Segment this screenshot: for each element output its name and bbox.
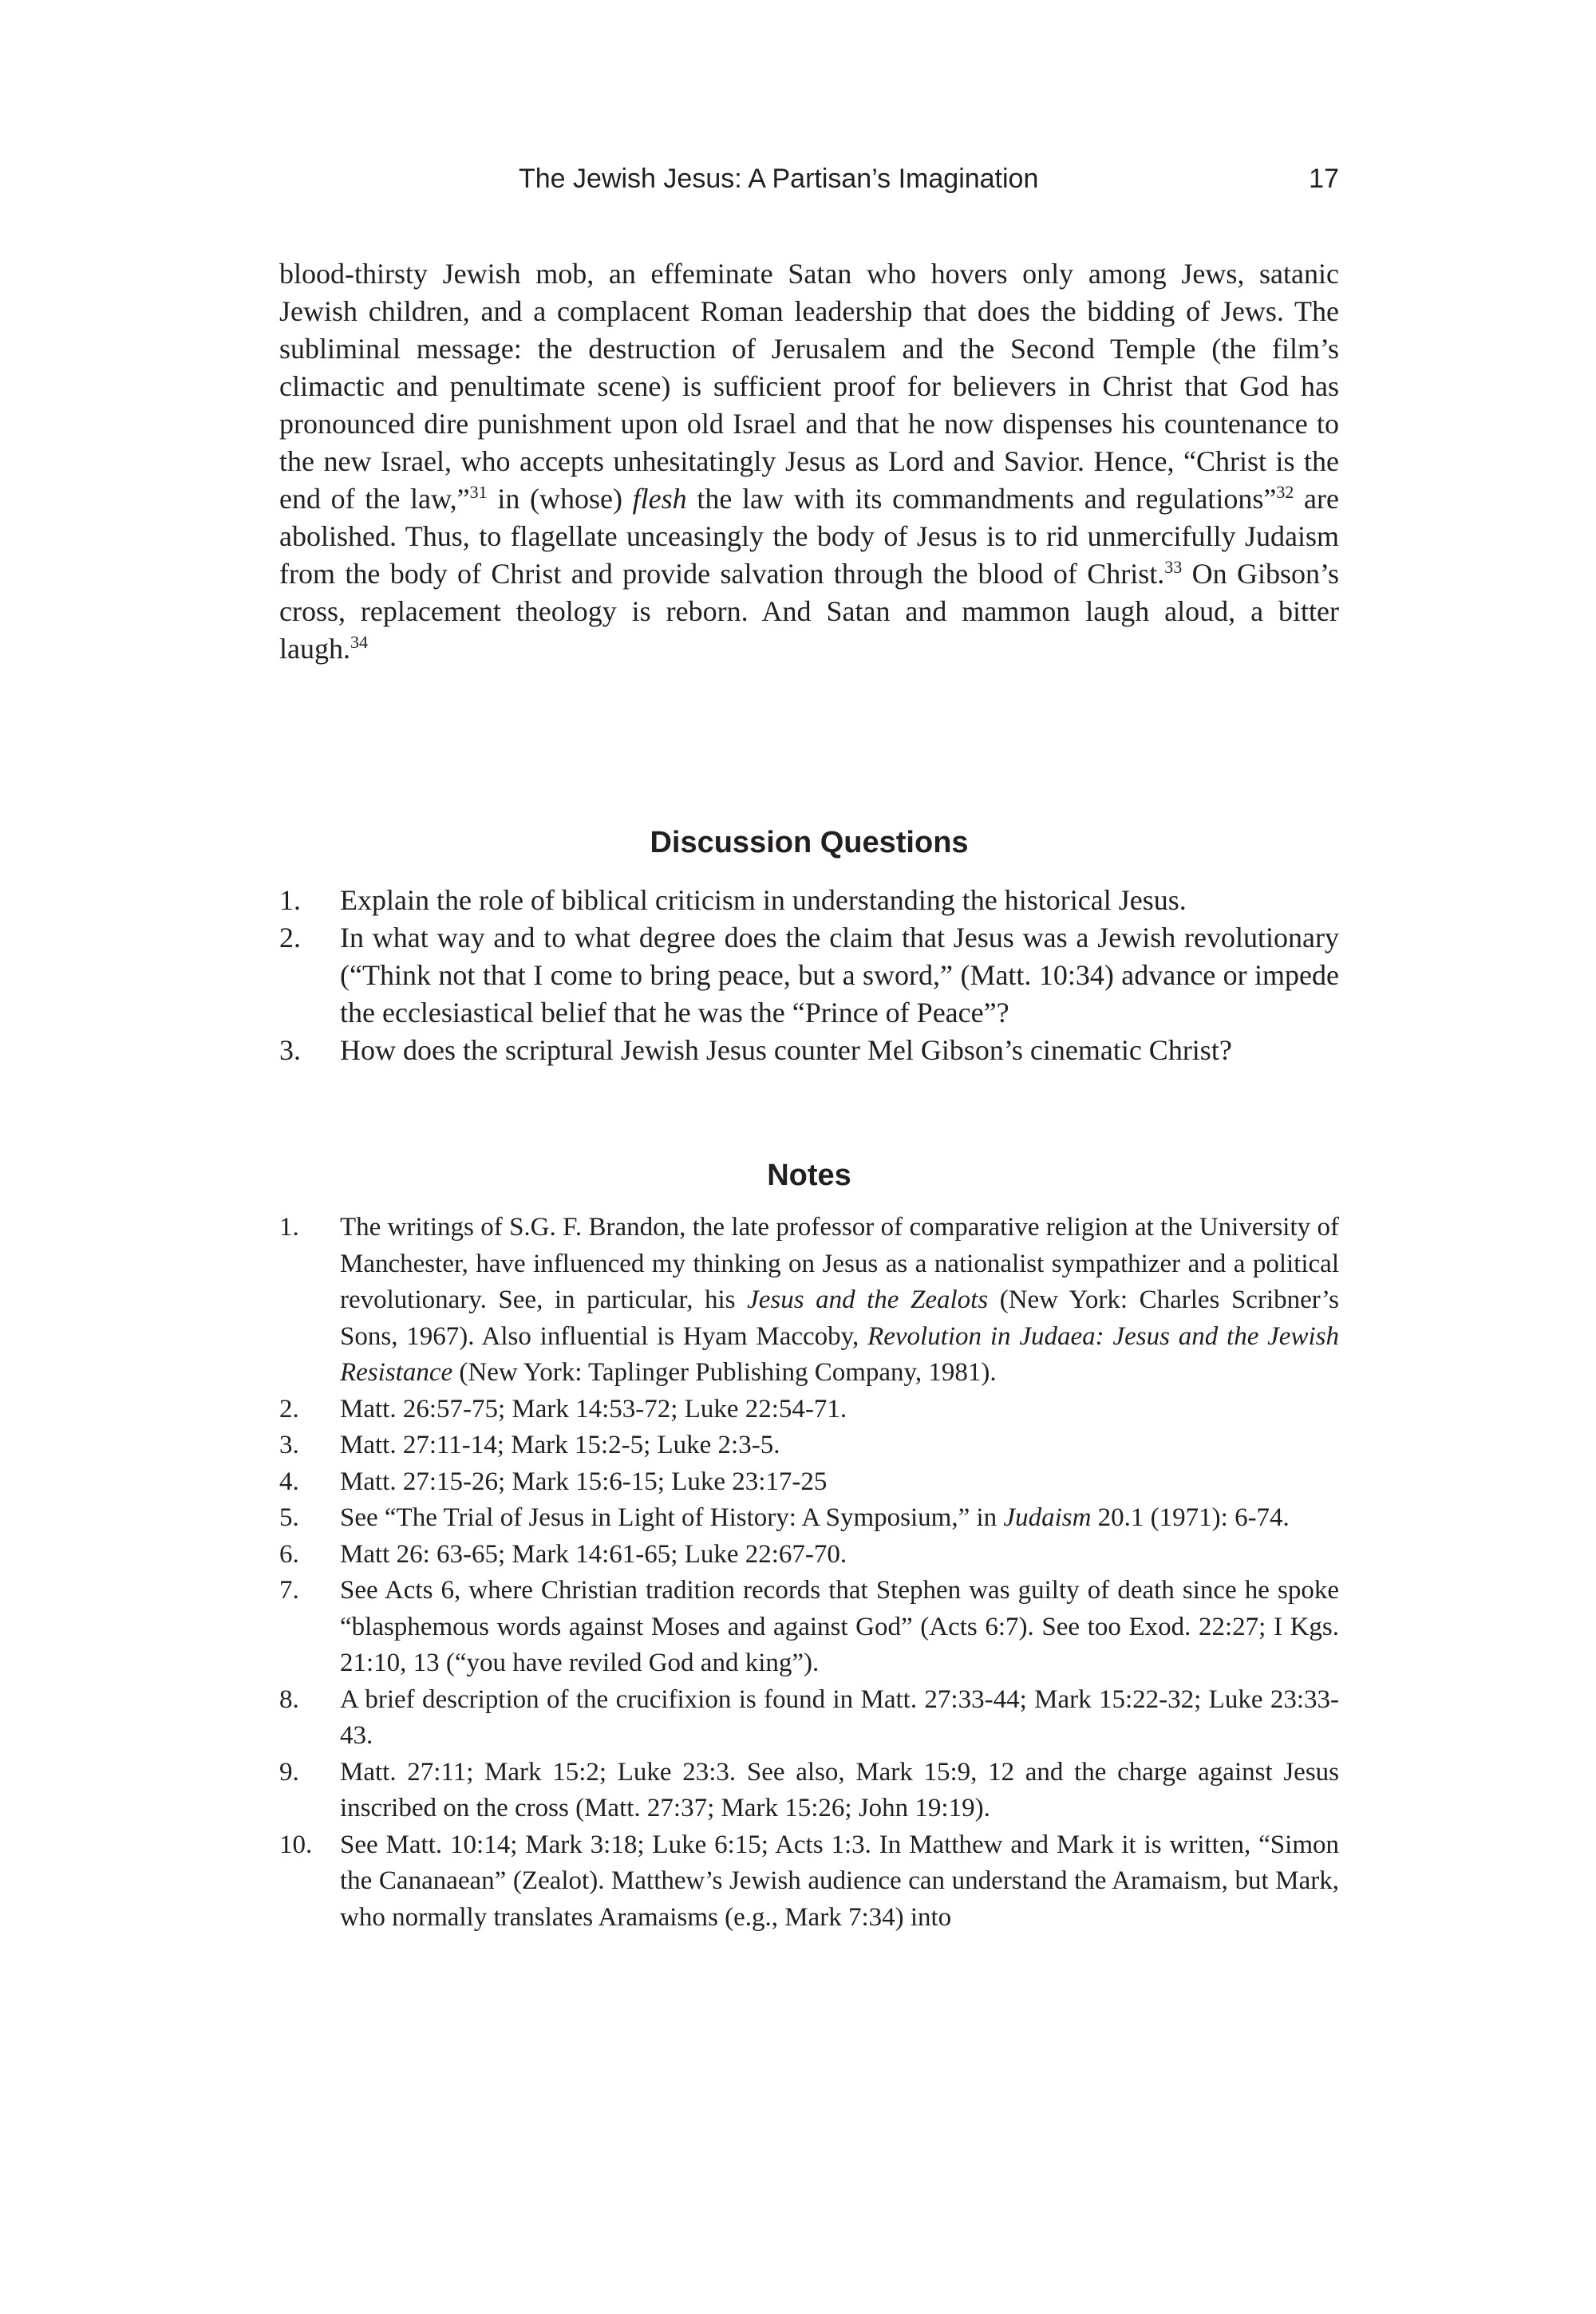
italic-text: Revolution in Judaea: Jesus and the Jewish Resistance [340,1321,1339,1387]
text-run: the law with its commandments and regulations” [686,483,1277,515]
italic-text: flesh [632,483,687,515]
italic-text: Jesus and the Zealots [747,1285,989,1314]
item-number: 1. [279,1213,299,1242]
note-item [279,1210,1339,1392]
text-run: (New York: Taplinger Publishing Company, 1981). [452,1358,997,1387]
page-number: 17 [1309,164,1339,194]
text-run: Matt. 27:15-26; Mark 15:6-15; Luke 23:17-25 [340,1467,828,1496]
notes-list [279,1210,1339,1936]
item-number: 1. [279,884,301,916]
text-run: blood-thirsty Jewish mob, an effeminate Satan who hovers only among Jews, satanic Jewish children, and a complacent Roman leadership that does the bidding of Jews. The subliminal message: the destruction of Jerusalem and the Second Temple (the film’s climactic and penultimate scene) is sufficient proof for believers in Christ that God has pronounced dire punishment upon old Israel and that he now dispenses his countenance to the new Israel, who accepts unhesitatingly Jesus as Lord and Savior. Hence, “Christ is the end of the law,” [279,258,1339,515]
question-item [279,882,1339,919]
item-number: 3. [279,1431,299,1459]
text-run: Matt. 27:11-14; Mark 15:2-5; Luke 2:3-5. [340,1431,780,1459]
text-run: In what way and to what degree does the claim that Jesus was a Jewish revolutionary (“Think not that I come to bring peace, but a sword,” (Matt. 10:34) advance or impede the ecclesiastical belief that he was the “Prince of Peace”? [340,922,1339,1029]
discussion-questions-heading: Discussion Questions [650,826,969,859]
text-run: Matt. 26:57-75; Mark 14:53-72; Luke 22:54-71. [340,1394,847,1424]
note-item [279,1573,1339,1682]
item-number: 10. [279,1830,313,1859]
item-number: 9. [279,1757,299,1787]
text-run: Matt. 27:11; Mark 15:2; Luke 23:3. See also, Mark 15:9, 12 and the charge against Jesus inscribed on the cross (Matt. 27:37; Mark 15:26; John 19:19). [340,1757,1339,1822]
discussion-questions-list [279,882,1339,1069]
italic-text: Judaism [1003,1503,1092,1532]
text-run: (New York: Charles Scribner’s Sons, 1967). Also influential is Hyam Maccoby, [340,1285,1339,1351]
text-run: How does the scriptural Jewish Jesus counter Mel Gibson’s cinematic Christ? [340,1034,1232,1066]
item-number: 7. [279,1576,299,1605]
note-item [279,1427,1339,1464]
item-number: 8. [279,1684,299,1714]
text-run: in (whose) [487,483,633,515]
item-number: 5. [279,1503,299,1532]
item-number: 6. [279,1539,299,1569]
text-run: See Acts 6, where Christian tradition records that Stephen was guilty of death since he spoke “blasphemous words against Moses and against God” (Acts 6:7). See too Exod. 22:27; I Kgs. 21:10, 13 (“you have reviled God and king”). [340,1576,1339,1677]
note-item [279,1464,1339,1501]
footnote-ref: 33 [1164,557,1183,577]
item-number: 2. [279,922,301,954]
note-item [279,1537,1339,1574]
text-run: A brief description of the crucifixion is found in Matt. 27:33-44; Mark 15:22-32; Luke 23:33-43. [340,1684,1339,1750]
note-item [279,1392,1339,1428]
item-number: 2. [279,1394,299,1424]
text-run: 20.1 (1971): 6-74. [1091,1503,1290,1532]
footnote-ref: 31 [469,482,488,502]
item-number: 4. [279,1467,299,1496]
footnote-ref: 34 [350,632,368,652]
note-item [279,1682,1339,1755]
footnote-ref: 32 [1276,482,1294,502]
text-run: Matt 26: 63-65; Mark 14:61-65; Luke 22:67-70. [340,1539,847,1569]
note-item [279,1500,1339,1537]
text-run: On Gibson’s cross, replacement theology is reborn. And Satan and mammon laugh aloud, a bitter laugh. [279,558,1339,665]
question-item [279,919,1339,1032]
text-run: See Matt. 10:14; Mark 3:18; Luke 6:15; Acts 1:3. In Matthew and Mark it is written, “Simon the Cananaean” (Zealot). Matthew’s Jewish audience can understand the Aramaism, but Mark, who normally translates Aramaisms (e.g., Mark 7:34) into [340,1830,1339,1932]
running-header [279,164,1339,203]
text-run: The writings of S.G. F. Brandon, the late professor of comparative religion at the University of Manchester, have influenced my thinking on Jesus as a nationalist sympathizer and a political revolutionary. See, in particular, his [340,1213,1339,1314]
question-item [279,1032,1339,1069]
text-run: See “The Trial of Jesus in Light of History: A Symposium,” in [340,1503,1004,1532]
note-item [279,1827,1339,1937]
text-run: Explain the role of biblical criticism in understanding the historical Jesus. [340,884,1187,916]
body-paragraph [279,255,1339,668]
note-item [279,1755,1339,1827]
text-run: are abolished. Thus, to flagellate unceasingly the body of Jesus is to rid unmercifully Judaism from the body of Christ and provide salvation through the blood of Christ. [279,483,1339,590]
item-number: 3. [279,1034,301,1066]
notes-heading: Notes [767,1159,851,1192]
running-title: The Jewish Jesus: A Partisan’s Imagination [519,164,1039,194]
